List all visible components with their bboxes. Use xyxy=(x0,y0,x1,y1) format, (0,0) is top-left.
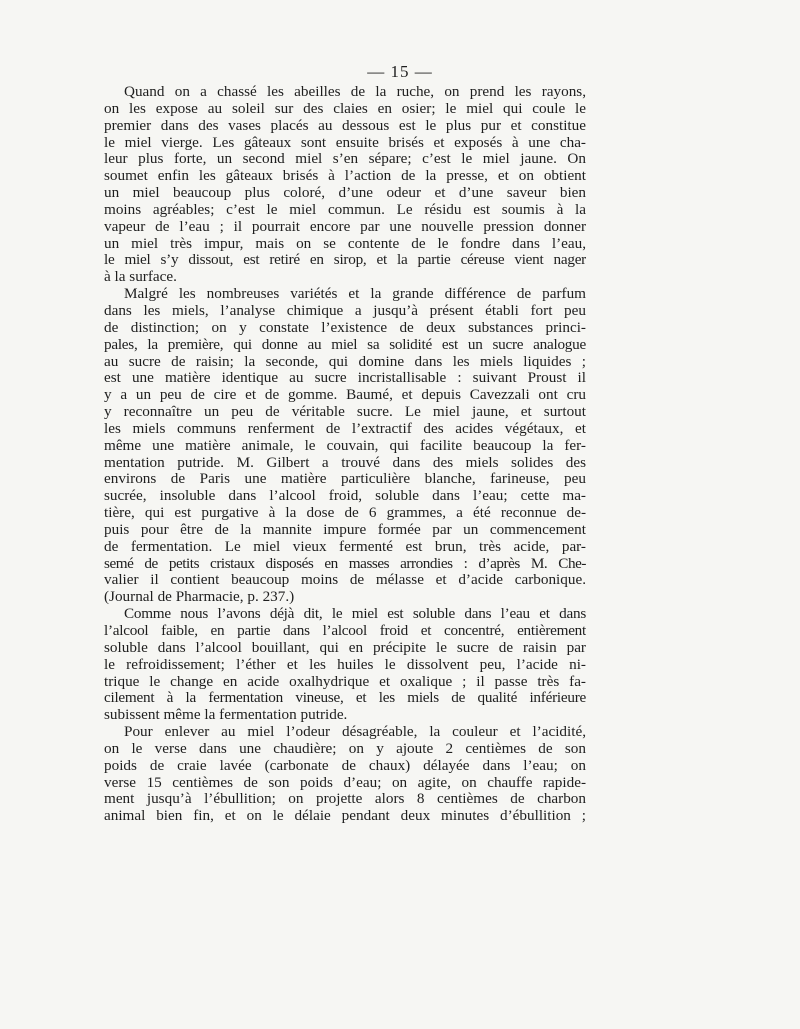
text-line: de fermentation. Le miel vieux fermenté est brun, très acide, par- xyxy=(104,538,586,555)
body-text xyxy=(104,84,586,825)
text-line: moins agréables; c’est le miel commun. Le résidu est soumis à la xyxy=(104,201,586,218)
text-line: le refroidissement; l’éther et les huiles le dissolvent peu, l’acide ni- xyxy=(104,656,586,673)
text-line: de distinction; on y constate l’existence de deux substances princi- xyxy=(104,319,586,336)
text-line: y reconnaître un peu de véritable sucre. Le miel jaune, et surtout xyxy=(104,404,586,421)
text-line: subissent même la fermentation putride. xyxy=(104,707,348,724)
text-line: au sucre de raisin; la seconde, qui domine dans les miels liquides ; xyxy=(104,353,586,370)
paragraph-3 xyxy=(104,606,586,724)
text-line: un miel beaucoup plus coloré, d’une odeur et d’une saveur bien xyxy=(104,185,586,202)
text-line: soluble dans l’alcool bouillant, qui en précipite le sucre de raisin par xyxy=(104,639,586,656)
text-line: dans les miels, l’analyse chimique a jusqu’à présent établi fort peu xyxy=(104,302,586,319)
text-line: est une matière identique au sucre incristallisable : suivant Proust il xyxy=(104,370,586,387)
text-line: Malgré les nombreuses variétés et la grande différence de parfum xyxy=(124,286,586,303)
text-line: le miel vierge. Les gâteaux sont ensuite brisés et exposés à une cha- xyxy=(104,134,586,151)
text-line: y a un peu de cire et de gomme. Baumé, et depuis Cavezzali ont cru xyxy=(104,387,586,404)
text-line: (Journal de Pharmacie, p. 237.) xyxy=(104,589,295,606)
text-line: soumet enfin les gâteaux brisés à l’action de la presse, et on obtient xyxy=(104,168,586,185)
text-line: leur plus forte, un second miel s’en sépare; c’est le miel jaune. On xyxy=(104,151,586,168)
text-line: semé de petits cristaux disposés en masses arrondies : d’après M. Che- xyxy=(104,555,586,572)
text-line: un miel très impur, mais on se contente de le fondre dans l’eau, xyxy=(104,235,586,252)
paragraph-4 xyxy=(104,724,586,825)
text-line: on le verse dans une chaudière; on y ajoute 2 centièmes de son xyxy=(104,740,586,757)
text-line: environs de Paris une matière particulière blanche, farineuse, peu xyxy=(104,471,586,488)
paragraph-1 xyxy=(104,84,586,286)
text-line: Pour enlever au miel l’odeur désagréable, la couleur et l’acidité, xyxy=(124,724,586,741)
paragraph-2 xyxy=(104,286,586,606)
text-line: même une matière animale, le couvain, qui facilite beaucoup la fer- xyxy=(104,437,586,454)
text-line: sucrée, insoluble dans l’alcool froid, soluble dans l’eau; cette ma- xyxy=(104,488,586,505)
text-line: animal bien fin, et on le délaie pendant deux minutes d’ébullition ; xyxy=(104,808,586,825)
text-line: ment jusqu’à l’ébullition; on projette alors 8 centièmes de charbon xyxy=(104,791,586,808)
text-line: premier dans des vases placés au dessous est le plus pur et constitue xyxy=(104,117,586,134)
text-line: puis pour être de la mannite impure formée par un commencement xyxy=(104,521,586,538)
text-line: pales, la première, qui donne au miel sa solidité est un sucre analogue xyxy=(104,336,586,353)
text-line: trique le change en acide oxalhydrique et oxalique ; il passe très fa- xyxy=(104,673,586,690)
text-line: verse 15 centièmes de son poids d’eau; on agite, on chauffe rapide- xyxy=(104,774,586,791)
text-line: on les expose au soleil sur des claies en osier; le miel qui coule le xyxy=(104,100,586,117)
text-line: valier il contient beaucoup moins de mélasse et d’acide carbonique. xyxy=(104,572,586,589)
text-line: Comme nous l’avons déjà dit, le miel est soluble dans l’eau et dans xyxy=(124,606,586,623)
text-line: cilement à la fermentation vineuse, et les miels de qualité inférieure xyxy=(104,690,586,707)
text-line: vapeur de l’eau ; il pourrait encore par une nouvelle pression donner xyxy=(104,218,586,235)
page-number: — 15 — xyxy=(367,62,433,81)
text-line: mentation putride. M. Gilbert a trouvé dans des miels solides des xyxy=(104,454,586,471)
text-line: l’alcool faible, en partie dans l’alcool froid et concentré, entièrement xyxy=(104,623,586,639)
text-line: poids de craie lavée (carbonate de chaux) délayée dans l’eau; on xyxy=(104,757,586,774)
text-line: le miel s’y dissout, est retiré en sirop, et la partie céreuse vient nager xyxy=(104,252,586,269)
text-line: les miels communs renferment de l’extractif des acides végétaux, et xyxy=(104,420,586,437)
text-line: tière, qui est purgative à la dose de 6 grammes, a été reconnue de- xyxy=(104,505,586,522)
text-line: à la surface. xyxy=(104,269,177,286)
text-line: Quand on a chassé les abeilles de la ruche, on prend les rayons, xyxy=(124,84,586,100)
